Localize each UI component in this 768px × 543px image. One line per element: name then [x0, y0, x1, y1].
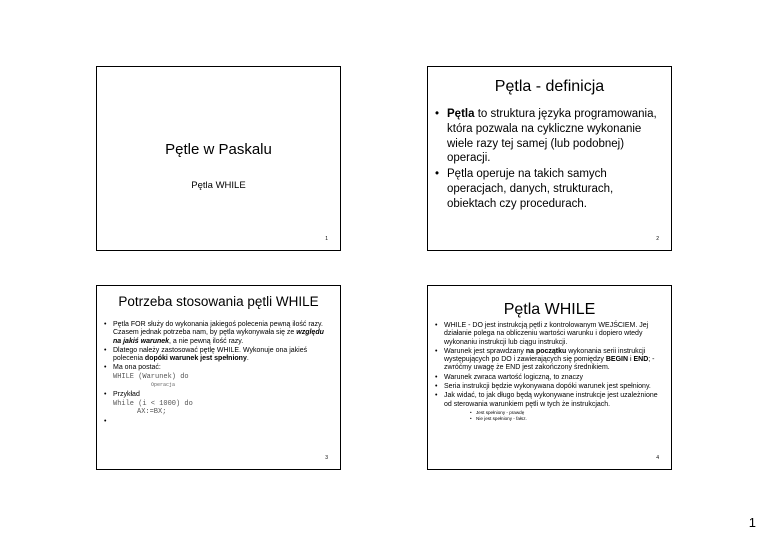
slide-3-bullet-3: [104, 364, 332, 390]
bullet-icon: •: [435, 322, 438, 329]
bullet-icon: •: [470, 415, 472, 421]
slide-1-title: Pętle w Paskalu: [165, 141, 272, 158]
slide-4-bullet-1: [435, 322, 663, 347]
code-line-4: AX:=BX;: [137, 408, 167, 417]
slide-3-bullet-4: [104, 391, 332, 416]
slide-3: [96, 285, 341, 470]
bullet-icon: •: [104, 321, 107, 328]
slide-4-subitems: [470, 410, 655, 422]
bullet-text: to struktura języka programowania, która pozwala na cykliczne wykonanie wiele razy tej samej (lub podobnej) operacji.: [447, 108, 657, 165]
term-bold: Pętla: [447, 108, 475, 120]
bold-text: na początku: [525, 347, 567, 355]
slide-3-bullets: [104, 321, 332, 425]
bullet-icon: •: [104, 364, 107, 372]
bullet-text: Warunek zwraca wartość logiczną, to znaczy: [444, 373, 584, 381]
slide-1-number: 1: [325, 236, 328, 242]
bullet-icon: •: [435, 383, 438, 391]
bullet-text: Pętla operuje na takich samych operacjach, danych, strukturach, obiektach czy procedurach.: [447, 168, 614, 210]
sub-text: Nie jest spełniony - fałsz.: [476, 415, 527, 421]
slide-1: [96, 66, 341, 251]
sub-item-2: [470, 416, 655, 422]
bullet-icon: •: [435, 373, 438, 381]
bullet-text: Dlatego należy zastosować pętlę WHILE. Wykonuje ona jakieś polecenia: [113, 346, 308, 363]
bullet-icon: •: [470, 409, 472, 415]
bullet-text: Warunek jest sprawdzany: [444, 347, 526, 355]
slide-2-bullet-2: [435, 167, 659, 211]
bullet-text: .: [246, 355, 249, 363]
slide-2-number: 2: [656, 236, 659, 242]
code-line-3: While (i < 1000) do: [113, 399, 193, 408]
bullet-text: ; - zwróćmy uwagę że END jest zakończony średnikiem.: [444, 356, 655, 372]
slide-3-title: Potrzeba stosowania pętli WHILE: [118, 294, 319, 309]
bold-text: dopóki warunek jest spełniony: [144, 355, 247, 363]
code-line-2: Operacja: [151, 382, 176, 389]
bullet-icon: •: [435, 347, 438, 355]
bullet-text: wykonania serii instrukcji występujących po DO i zawierających się pomiędzy: [444, 347, 646, 364]
slide-3-bullet-2: [104, 347, 332, 364]
bullet-text: , a nie pewną ilość razy.: [169, 337, 244, 345]
slide-3-number: 3: [325, 455, 328, 461]
page-number: 1: [748, 515, 756, 530]
bullet-text: Ma ona postać:: [113, 364, 161, 372]
slide-3-bullet-1: [104, 321, 332, 346]
bullet-text: Przykład: [113, 391, 140, 399]
slide-4-bullet-4: [435, 383, 663, 391]
slide-4-bullets: [435, 322, 663, 421]
bold-text: END: [633, 356, 649, 364]
bullet-text: Pętla FOR służy do wykonania jakiegoś polecenia pewną ilość razy. Czasem jednak potrzeba nam, by pętla wykonywała się ze: [113, 321, 323, 337]
bullet-icon: •: [435, 392, 438, 400]
slide-1-subtitle: Pętla WHILE: [191, 180, 246, 191]
bullet-text: i: [628, 356, 634, 364]
slide-2-bullets: [435, 107, 659, 213]
bullet-icon: •: [104, 417, 107, 425]
slide-4: [427, 285, 672, 470]
emphasis-text: względu na jakiś warunek: [113, 329, 324, 345]
bullet-text: WHILE - DO jest instrukcją pętli z kontrolowanym WEJŚCIEM. Jej działanie polega na obliczeniu wartości warunku i dopiero wtedy wykonaniu instrukcji lub ciągu instrukcji.: [444, 322, 649, 346]
slide-2-bullet-1: [435, 107, 659, 166]
bullet-icon: •: [104, 346, 107, 354]
bullet-text: Jak widać, to jak długo będą wykonywane instrukcje jest uzależnione od sterowania warunkiem pętli w tych że instrukcjach.: [444, 392, 658, 408]
slide-4-bullet-2: [435, 348, 663, 373]
slide-4-title: Pętla WHILE: [503, 301, 596, 318]
bullet-text: Seria instrukcji będzie wykonywana dopóki warunek jest spełniony.: [444, 383, 651, 391]
code-line-1: WHILE (Warunek) do: [113, 372, 189, 381]
slide-2-title: Pętla - definicja: [494, 78, 605, 95]
slide-4-bullet-5: [435, 392, 663, 409]
slide-2: [427, 66, 672, 251]
bullet-icon: •: [104, 391, 107, 399]
bold-text: BEGIN: [605, 356, 629, 364]
sub-text: Jest spełniony - prawdę: [476, 409, 525, 415]
bullet-icon: •: [435, 168, 440, 181]
bullet-icon: •: [435, 108, 440, 120]
slide-4-number: 4: [656, 455, 659, 461]
